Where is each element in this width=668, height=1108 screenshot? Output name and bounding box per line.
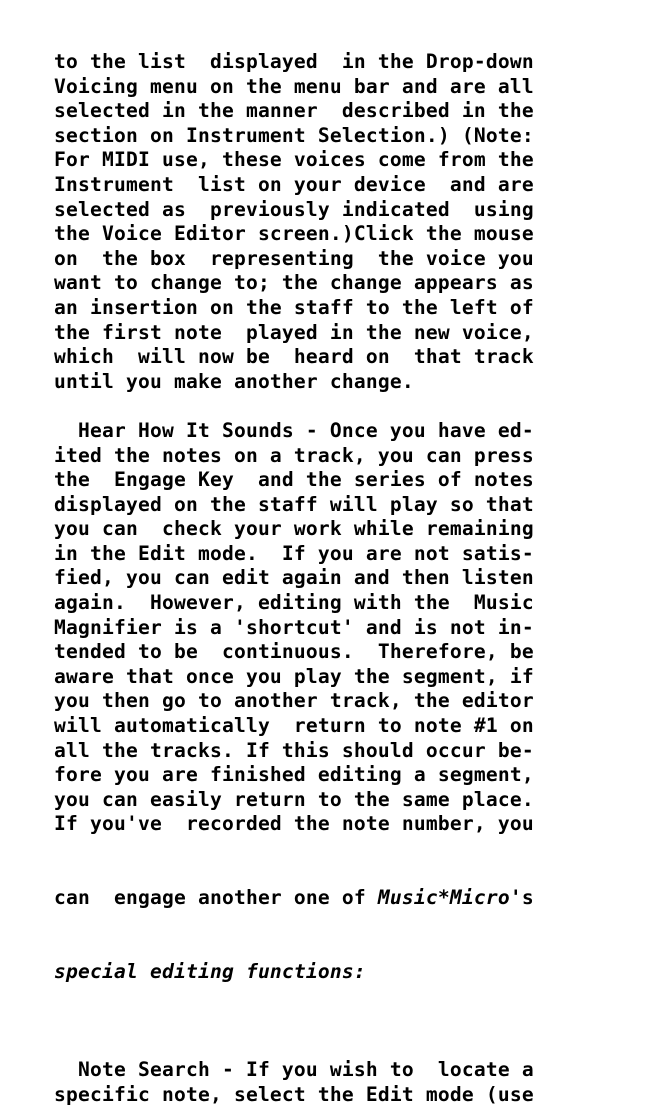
text-line: you can easily return to the same place.: [54, 787, 534, 811]
text-line: you then go to another track, the editor: [54, 689, 534, 713]
text-line: an insertion on the staff to the left of: [54, 295, 534, 319]
text-line: Note Search - If you wish to locate a: [54, 1058, 534, 1082]
paragraph-gap: [54, 1034, 624, 1059]
text-line: tended to be continuous. Therefore, be: [54, 640, 534, 664]
text-line: all the tracks. If this should occur be-: [54, 738, 534, 762]
text-line: until you make another change.: [54, 369, 414, 393]
text-line: fore you are finished editing a segment,: [54, 763, 534, 787]
text-line: selected in the manner described in the: [54, 99, 534, 123]
text-line: which will now be heard on that track: [54, 345, 534, 369]
text-line-italic: special editing functions:: [54, 959, 366, 983]
text-line: displayed on the staff will play so that: [54, 492, 534, 516]
text-line: on the box representing the voice you: [54, 246, 534, 270]
document-page: [54, 50, 624, 1108]
paragraph-note-search: [54, 1058, 624, 1107]
text-line: section on Instrument Selection.) (Note:: [54, 123, 534, 147]
text-line: the Voice Editor screen.)Click the mouse: [54, 222, 534, 246]
text-line: want to change to; the change appears as: [54, 271, 534, 295]
text-line: fied, you can edit again and then listen: [54, 566, 534, 590]
text-line: ited the notes on a track, you can press: [54, 443, 534, 467]
text-line: aware that once you play the segment, if: [54, 664, 534, 688]
paragraph-voicing: [54, 50, 624, 394]
paragraph-hear-how-it-sounds: [54, 419, 624, 837]
paragraph-gap: [54, 394, 624, 419]
text-line: the first note played in the new voice,: [54, 320, 534, 344]
text-line: Instrument list on your device and are: [54, 172, 534, 196]
text-line: Hear How It Sounds - Once you have ed-: [54, 418, 534, 442]
text-line: For MIDI use, these voices come from the: [54, 148, 534, 172]
text-line: in the Edit mode. If you are not satis-: [54, 541, 534, 565]
text-line: can engage another one of Music*Micro's: [54, 886, 534, 910]
text-line: will automatically return to note #1 on: [54, 714, 534, 738]
text-line: specific note, select the Edit mode (use: [54, 1082, 534, 1106]
paragraph-hear-last-lines: [54, 837, 624, 1034]
product-name: Music*Micro: [377, 886, 510, 910]
text-line: you can check your work while remaining: [54, 517, 534, 541]
text-line: selected as previously indicated using: [54, 197, 534, 221]
text-line: Voicing menu on the menu bar and are all: [54, 74, 534, 98]
text-line: to the list displayed in the Drop-down: [54, 50, 534, 73]
text-line: again. However, editing with the Music: [54, 591, 534, 615]
text-line: the Engage Key and the series of notes: [54, 468, 534, 492]
text-line: Magnifier is a 'shortcut' and is not in-: [54, 615, 534, 639]
text-line: If you've recorded the note number, you: [54, 812, 534, 836]
